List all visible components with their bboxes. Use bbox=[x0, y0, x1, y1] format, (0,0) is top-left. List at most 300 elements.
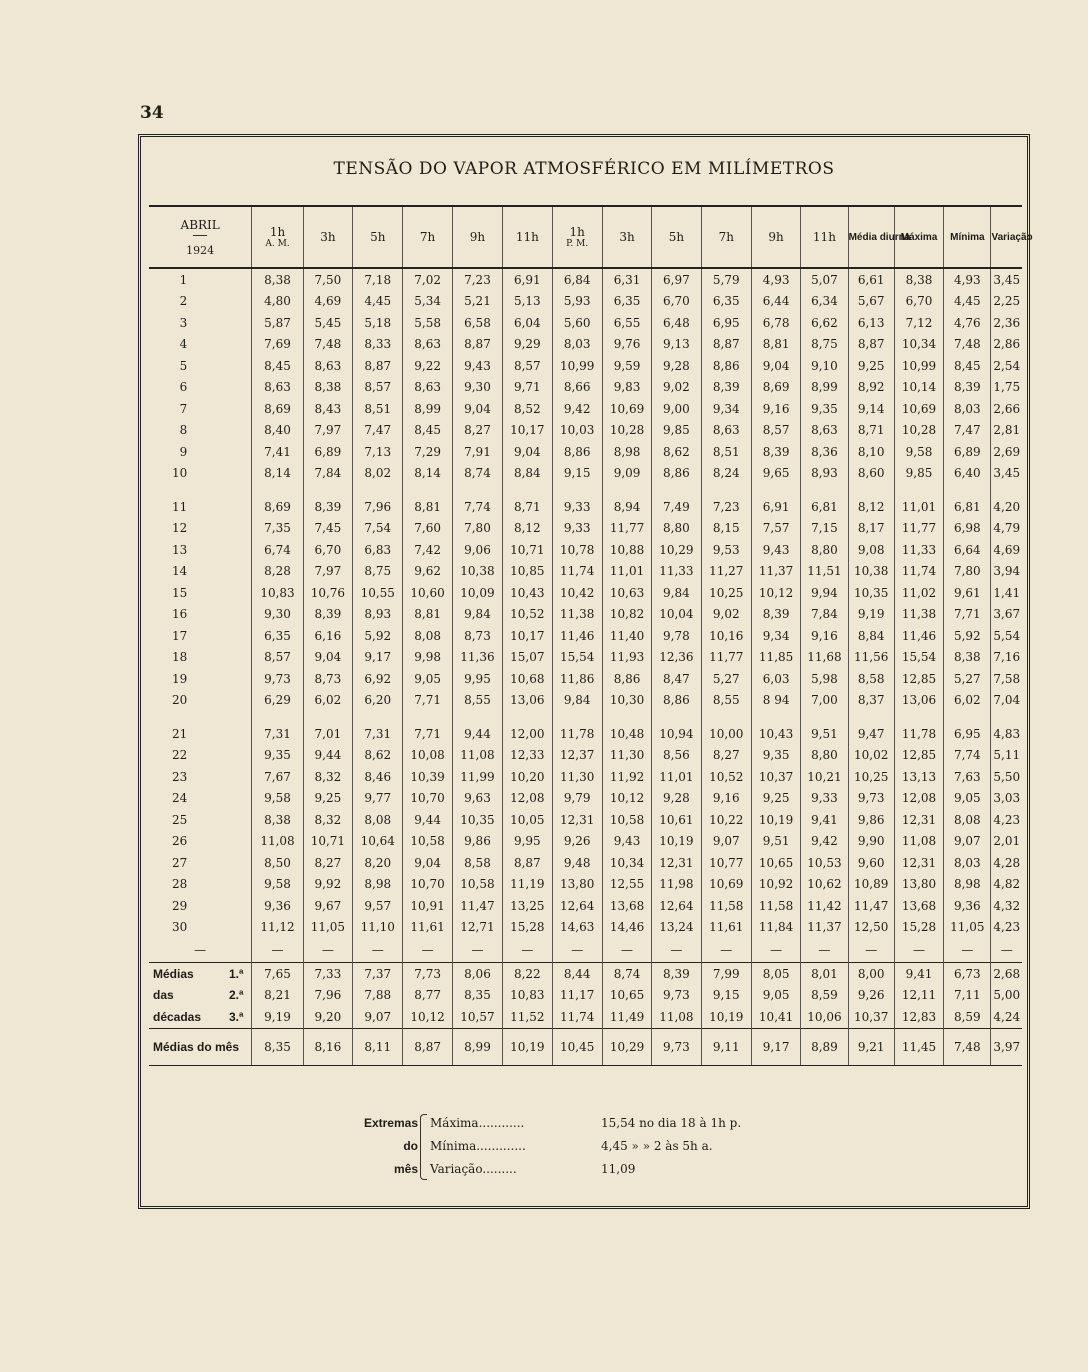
value-cell: 11,47 bbox=[452, 895, 502, 917]
decade-number: 2.ª bbox=[229, 988, 244, 1003]
value-cell: 10,09 bbox=[452, 582, 502, 604]
value-cell: 5,58 bbox=[403, 312, 452, 334]
value-cell: 8,99 bbox=[403, 398, 452, 420]
value-cell: 9,65 bbox=[751, 463, 800, 485]
value-cell: 6,95 bbox=[701, 312, 751, 334]
value-cell: 11,01 bbox=[894, 496, 943, 518]
column-header-sub: A. M. bbox=[265, 239, 290, 249]
decade-mean-row bbox=[149, 963, 1022, 985]
value-cell: 8,40 bbox=[252, 420, 303, 442]
value-cell: 2,01 bbox=[991, 831, 1022, 853]
table-row bbox=[149, 518, 1022, 540]
value-cell: 7,37 bbox=[353, 963, 403, 985]
value-cell: 15,54 bbox=[552, 647, 602, 669]
value-cell: 6,81 bbox=[944, 496, 991, 518]
value-cell: 8,43 bbox=[303, 398, 352, 420]
value-cell: 8,35 bbox=[452, 985, 502, 1007]
value-cell: 12,71 bbox=[452, 917, 502, 939]
value-cell: 8,84 bbox=[848, 625, 894, 647]
value-cell: 9,04 bbox=[503, 441, 552, 463]
value-cell: 6,35 bbox=[701, 291, 751, 313]
value-cell: 7,13 bbox=[353, 441, 403, 463]
value-cell: 10,78 bbox=[552, 539, 602, 561]
value-cell: 13,68 bbox=[894, 895, 943, 917]
value-cell: 6,61 bbox=[848, 268, 894, 291]
value-cell: 8 94 bbox=[751, 690, 800, 712]
value-cell: 12,33 bbox=[503, 745, 552, 767]
value-cell: 10,45 bbox=[552, 1028, 602, 1065]
gap-cell bbox=[751, 484, 800, 496]
value-cell: 10,61 bbox=[652, 809, 701, 831]
value-cell: 8,32 bbox=[303, 809, 352, 831]
value-cell: 11,46 bbox=[894, 625, 943, 647]
value-cell: 8,99 bbox=[452, 1028, 502, 1065]
gap-row bbox=[149, 484, 1022, 496]
column-header bbox=[602, 206, 651, 268]
table-row bbox=[149, 809, 1022, 831]
value-cell: 8,59 bbox=[801, 985, 848, 1007]
value-cell: 12,50 bbox=[848, 917, 894, 939]
value-cell: 9,07 bbox=[944, 831, 991, 853]
value-cell: 8,75 bbox=[353, 561, 403, 583]
column-header bbox=[403, 206, 452, 268]
value-cell: 6,97 bbox=[652, 268, 701, 291]
value-cell: 11,61 bbox=[403, 917, 452, 939]
value-cell: 10,43 bbox=[503, 582, 552, 604]
value-cell: 9,07 bbox=[353, 1006, 403, 1028]
day-cell: 22 bbox=[172, 748, 188, 763]
decade-number: 1.ª bbox=[229, 966, 244, 981]
value-cell: 6,02 bbox=[303, 690, 352, 712]
value-cell: 10,34 bbox=[602, 852, 651, 874]
value-cell: 8,05 bbox=[751, 963, 800, 985]
value-cell: 10,25 bbox=[701, 582, 751, 604]
value-cell: 9,58 bbox=[894, 441, 943, 463]
value-cell: 9,86 bbox=[848, 809, 894, 831]
value-cell: 8,35 bbox=[252, 1028, 303, 1065]
value-cell: 6,64 bbox=[944, 539, 991, 561]
value-cell: 9,33 bbox=[552, 518, 602, 540]
day-cell: 13 bbox=[172, 542, 188, 557]
monthly-mean-row bbox=[149, 1028, 1022, 1065]
column-header-label: Variação bbox=[991, 231, 1033, 243]
value-cell: 11,52 bbox=[503, 1006, 552, 1028]
gap-cell bbox=[252, 484, 303, 496]
decade-mean-text: décadas bbox=[153, 1009, 202, 1024]
value-cell: 2,81 bbox=[991, 420, 1022, 442]
value-cell: 11,49 bbox=[602, 1006, 651, 1028]
value-cell: 8,57 bbox=[751, 420, 800, 442]
column-header bbox=[991, 206, 1033, 268]
value-cell: 7,48 bbox=[303, 334, 352, 356]
gap-cell bbox=[149, 484, 252, 496]
value-cell: 11,38 bbox=[894, 604, 943, 626]
day-cell: 16 bbox=[172, 607, 188, 622]
value-cell: 7,73 bbox=[403, 963, 452, 985]
dash-cell: — bbox=[552, 938, 602, 963]
value-cell: 7,02 bbox=[403, 268, 452, 291]
value-cell: 8,57 bbox=[353, 377, 403, 399]
value-cell: 3,45 bbox=[991, 463, 1022, 485]
extreme-value-max: 15,54 no dia 18 à 1h p. bbox=[601, 1116, 742, 1130]
value-cell: 7,84 bbox=[303, 463, 352, 485]
value-cell: 9,79 bbox=[552, 788, 602, 810]
value-cell: 2,36 bbox=[991, 312, 1022, 334]
monthly-mean-label: Médias do mês bbox=[149, 1028, 252, 1065]
table-row bbox=[149, 463, 1022, 485]
value-cell: 4,45 bbox=[944, 291, 991, 313]
value-cell: 10,57 bbox=[452, 1006, 502, 1028]
value-cell: 9,06 bbox=[452, 539, 502, 561]
value-cell: 9,84 bbox=[652, 582, 701, 604]
value-cell: 3,97 bbox=[991, 1028, 1022, 1065]
value-cell: 8,03 bbox=[552, 334, 602, 356]
table-row bbox=[149, 441, 1022, 463]
dash-cell: — bbox=[848, 938, 894, 963]
gap-row bbox=[149, 711, 1022, 723]
dash-cell: — bbox=[701, 938, 751, 963]
table-row bbox=[149, 647, 1022, 669]
value-cell: 7,11 bbox=[944, 985, 991, 1007]
value-cell: 6,20 bbox=[353, 690, 403, 712]
value-cell: 8,27 bbox=[452, 420, 502, 442]
value-cell: 11,98 bbox=[652, 874, 701, 896]
value-cell: 9,34 bbox=[701, 398, 751, 420]
value-cell: 12,55 bbox=[602, 874, 651, 896]
value-cell: 11,30 bbox=[552, 766, 602, 788]
value-cell: 9,28 bbox=[652, 788, 701, 810]
value-cell: 7,74 bbox=[944, 745, 991, 767]
value-cell: 2,69 bbox=[991, 441, 1022, 463]
value-cell: 9,76 bbox=[602, 334, 651, 356]
value-cell: 8,11 bbox=[353, 1028, 403, 1065]
value-cell: 8,80 bbox=[801, 539, 848, 561]
value-cell: 5,00 bbox=[991, 985, 1022, 1007]
value-cell: 5,87 bbox=[252, 312, 303, 334]
day-cell: 26 bbox=[172, 834, 188, 849]
brace bbox=[420, 1114, 427, 1180]
value-cell: 9,16 bbox=[751, 398, 800, 420]
value-cell: 10,37 bbox=[751, 766, 800, 788]
value-cell: 8,16 bbox=[303, 1028, 352, 1065]
value-cell: 8,39 bbox=[944, 377, 991, 399]
value-cell: 7,80 bbox=[452, 518, 502, 540]
value-cell: 9,51 bbox=[801, 723, 848, 745]
value-cell: 10,08 bbox=[403, 745, 452, 767]
value-cell: 7,33 bbox=[303, 963, 352, 985]
table-row bbox=[149, 766, 1022, 788]
gap-cell bbox=[701, 711, 751, 723]
value-cell: 6,70 bbox=[894, 291, 943, 313]
value-cell: 9,14 bbox=[848, 398, 894, 420]
value-cell: 7,31 bbox=[252, 723, 303, 745]
value-cell: 10,28 bbox=[602, 420, 651, 442]
value-cell: 14,63 bbox=[552, 917, 602, 939]
value-cell: 7,23 bbox=[452, 268, 502, 291]
dash-cell: — bbox=[303, 938, 352, 963]
value-cell: 9,84 bbox=[552, 690, 602, 712]
value-cell: 7,48 bbox=[944, 1028, 991, 1065]
day-cell: 5 bbox=[179, 358, 188, 373]
column-header-label: Máxima bbox=[900, 231, 938, 243]
value-cell: 10,58 bbox=[403, 831, 452, 853]
value-cell: 11,30 bbox=[602, 745, 651, 767]
gap-cell bbox=[149, 711, 252, 723]
gap-cell bbox=[944, 484, 991, 496]
value-cell: 5,45 bbox=[303, 312, 352, 334]
value-cell: 9,04 bbox=[452, 398, 502, 420]
value-cell: 5,60 bbox=[552, 312, 602, 334]
gap-cell bbox=[848, 484, 894, 496]
value-cell: 9,11 bbox=[701, 1028, 751, 1065]
value-cell: 8,39 bbox=[701, 377, 751, 399]
value-cell: 11,84 bbox=[751, 917, 800, 939]
dash-cell: — bbox=[503, 938, 552, 963]
value-cell: 3,67 bbox=[991, 604, 1022, 626]
column-header-label: 3h bbox=[619, 230, 635, 244]
value-cell: 9,57 bbox=[353, 895, 403, 917]
value-cell: 11,77 bbox=[701, 647, 751, 669]
value-cell: 9,60 bbox=[848, 852, 894, 874]
value-cell: 8,38 bbox=[303, 377, 352, 399]
value-cell: 10,64 bbox=[353, 831, 403, 853]
value-cell: 10,17 bbox=[503, 625, 552, 647]
value-cell: 10,77 bbox=[701, 852, 751, 874]
table-frame bbox=[138, 134, 1033, 1209]
value-cell: 6,83 bbox=[353, 539, 403, 561]
extreme-name-max: Máxima............ bbox=[430, 1116, 525, 1130]
decade-mean-label bbox=[149, 1006, 252, 1028]
value-cell: 6,48 bbox=[652, 312, 701, 334]
value-cell: 11,17 bbox=[552, 985, 602, 1007]
value-cell: 4,79 bbox=[991, 518, 1022, 540]
value-cell: 4,20 bbox=[991, 496, 1022, 518]
value-cell: 9,42 bbox=[801, 831, 848, 853]
day-cell: 23 bbox=[172, 769, 188, 784]
value-cell: 10,12 bbox=[403, 1006, 452, 1028]
day-cell: 15 bbox=[172, 585, 188, 600]
value-cell: 9,30 bbox=[452, 377, 502, 399]
table-row bbox=[149, 582, 1022, 604]
value-cell: 7,71 bbox=[403, 723, 452, 745]
dash-cell: — bbox=[652, 938, 701, 963]
year-label: 1924 bbox=[186, 243, 215, 257]
value-cell: 10,62 bbox=[801, 874, 848, 896]
day-cell: 7 bbox=[179, 401, 188, 416]
value-cell: 9,15 bbox=[552, 463, 602, 485]
value-cell: 10,37 bbox=[848, 1006, 894, 1028]
value-cell: 11,78 bbox=[552, 723, 602, 745]
value-cell: 8,45 bbox=[944, 355, 991, 377]
value-cell: 4,24 bbox=[991, 1006, 1022, 1028]
value-cell: 9,58 bbox=[252, 874, 303, 896]
day-cell: 30 bbox=[172, 920, 188, 935]
column-header-label: Mínima bbox=[950, 231, 985, 243]
value-cell: 10,82 bbox=[602, 604, 651, 626]
value-cell: 9,25 bbox=[303, 788, 352, 810]
value-cell: 9,78 bbox=[652, 625, 701, 647]
value-cell: 9,25 bbox=[751, 788, 800, 810]
extreme-value-min: 4,45 » » 2 às 5h a. bbox=[601, 1139, 713, 1153]
value-cell: 8,63 bbox=[303, 355, 352, 377]
value-cell: 10,65 bbox=[602, 985, 651, 1007]
gap-cell bbox=[552, 711, 602, 723]
value-cell: 7,74 bbox=[452, 496, 502, 518]
decade-mean-row bbox=[149, 1006, 1022, 1028]
gap-cell bbox=[602, 711, 651, 723]
value-cell: 9,98 bbox=[403, 647, 452, 669]
value-cell: 7,96 bbox=[353, 496, 403, 518]
value-cell: 10,38 bbox=[452, 561, 502, 583]
value-cell: 9,44 bbox=[303, 745, 352, 767]
day-cell: 3 bbox=[179, 315, 188, 330]
value-cell: 3,03 bbox=[991, 788, 1022, 810]
value-cell: 9,35 bbox=[801, 398, 848, 420]
value-cell: 8,55 bbox=[701, 690, 751, 712]
value-cell: 8,15 bbox=[701, 518, 751, 540]
extreme-name-var: Variação......... bbox=[430, 1162, 517, 1176]
column-header bbox=[252, 206, 303, 268]
value-cell: 11,78 bbox=[894, 723, 943, 745]
value-cell: 11,08 bbox=[452, 745, 502, 767]
value-cell: 7,35 bbox=[252, 518, 303, 540]
value-cell: 10,30 bbox=[602, 690, 651, 712]
column-header-label: 5h bbox=[370, 230, 386, 244]
value-cell: 13,06 bbox=[503, 690, 552, 712]
value-cell: 9,83 bbox=[602, 377, 651, 399]
column-header bbox=[848, 206, 911, 268]
value-cell: 2,66 bbox=[991, 398, 1022, 420]
value-cell: 8,58 bbox=[848, 668, 894, 690]
value-cell: 8,50 bbox=[252, 852, 303, 874]
value-cell: 9,41 bbox=[894, 963, 943, 985]
value-cell: 11,08 bbox=[894, 831, 943, 853]
value-cell: 4,23 bbox=[991, 917, 1022, 939]
value-cell: 8,37 bbox=[848, 690, 894, 712]
value-cell: 8,57 bbox=[503, 355, 552, 377]
table-row bbox=[149, 291, 1022, 313]
value-cell: 9,73 bbox=[652, 985, 701, 1007]
day-cell: 20 bbox=[172, 693, 188, 708]
value-cell: 9,17 bbox=[353, 647, 403, 669]
gap-cell bbox=[701, 484, 751, 496]
value-cell: 2,68 bbox=[991, 963, 1022, 985]
table-row bbox=[149, 668, 1022, 690]
value-cell: 7,15 bbox=[801, 518, 848, 540]
value-cell: 9,73 bbox=[652, 1028, 701, 1065]
gap-cell bbox=[801, 711, 848, 723]
value-cell: 7,16 bbox=[991, 647, 1022, 669]
dash-row bbox=[149, 938, 1022, 963]
value-cell: 4,83 bbox=[991, 723, 1022, 745]
value-cell: 9,00 bbox=[652, 398, 701, 420]
value-cell: 9,33 bbox=[552, 496, 602, 518]
value-cell: 9,26 bbox=[848, 985, 894, 1007]
day-cell: 4 bbox=[179, 337, 188, 352]
column-header bbox=[801, 206, 848, 268]
value-cell: 8,02 bbox=[353, 463, 403, 485]
value-cell: 10,94 bbox=[652, 723, 701, 745]
value-cell: 8,27 bbox=[303, 852, 352, 874]
value-cell: 8,03 bbox=[944, 398, 991, 420]
value-cell: 4,28 bbox=[991, 852, 1022, 874]
value-cell: 10,88 bbox=[602, 539, 651, 561]
value-cell: 7,96 bbox=[303, 985, 352, 1007]
value-cell: 8,74 bbox=[602, 963, 651, 985]
value-cell: 13,80 bbox=[552, 874, 602, 896]
value-cell: 10,17 bbox=[503, 420, 552, 442]
gap-cell bbox=[452, 484, 502, 496]
value-cell: 8,51 bbox=[353, 398, 403, 420]
value-cell: 8,81 bbox=[403, 496, 452, 518]
value-cell: 10,28 bbox=[894, 420, 943, 442]
value-cell: 9,44 bbox=[403, 809, 452, 831]
value-cell: 12,31 bbox=[894, 809, 943, 831]
extreme-value-var: 11,09 bbox=[601, 1162, 636, 1176]
value-cell: 11,01 bbox=[602, 561, 651, 583]
page-number: 34 bbox=[140, 103, 164, 123]
value-cell: 9,17 bbox=[751, 1028, 800, 1065]
month-rule bbox=[193, 235, 207, 236]
value-cell: 9,43 bbox=[602, 831, 651, 853]
extremes-label-2: do bbox=[403, 1139, 418, 1153]
value-cell: 10,12 bbox=[751, 582, 800, 604]
value-cell: 4,23 bbox=[991, 809, 1022, 831]
value-cell: 9,33 bbox=[801, 788, 848, 810]
day-cell: 11 bbox=[172, 499, 188, 514]
extremes-label-1: Extremas bbox=[363, 1116, 418, 1130]
gap-cell bbox=[652, 711, 701, 723]
day-cell: 6 bbox=[179, 380, 188, 395]
value-cell: 10,53 bbox=[801, 852, 848, 874]
value-cell: 5,93 bbox=[552, 291, 602, 313]
value-cell: 8,55 bbox=[452, 690, 502, 712]
value-cell: 15,28 bbox=[894, 917, 943, 939]
value-cell: 9,02 bbox=[701, 604, 751, 626]
value-cell: 8,03 bbox=[944, 852, 991, 874]
dash-cell: — bbox=[452, 938, 502, 963]
value-cell: 4,93 bbox=[751, 268, 800, 291]
value-cell: 6,91 bbox=[503, 268, 552, 291]
table-row bbox=[149, 539, 1022, 561]
value-cell: 8,24 bbox=[701, 463, 751, 485]
gap-cell bbox=[894, 711, 943, 723]
value-cell: 9,02 bbox=[652, 377, 701, 399]
column-header-label: 3h bbox=[320, 230, 336, 244]
value-cell: 12,85 bbox=[894, 745, 943, 767]
column-header bbox=[353, 206, 403, 268]
value-cell: 6,70 bbox=[303, 539, 352, 561]
value-cell: 8,86 bbox=[652, 463, 701, 485]
value-cell: 10,83 bbox=[503, 985, 552, 1007]
value-cell: 10,38 bbox=[848, 561, 894, 583]
value-cell: 10,68 bbox=[503, 668, 552, 690]
value-cell: 8,38 bbox=[894, 268, 943, 291]
value-cell: 14,46 bbox=[602, 917, 651, 939]
table-row bbox=[149, 852, 1022, 874]
value-cell: 12,08 bbox=[894, 788, 943, 810]
value-cell: 8,63 bbox=[403, 377, 452, 399]
value-cell: 6,84 bbox=[552, 268, 602, 291]
value-cell: 7,71 bbox=[944, 604, 991, 626]
dash-cell: — bbox=[353, 938, 403, 963]
value-cell: 11,93 bbox=[602, 647, 651, 669]
value-cell: 11,27 bbox=[701, 561, 751, 583]
value-cell: 11,40 bbox=[602, 625, 651, 647]
value-cell: 10,35 bbox=[452, 809, 502, 831]
value-cell: 11,19 bbox=[503, 874, 552, 896]
value-cell: 10,21 bbox=[801, 766, 848, 788]
